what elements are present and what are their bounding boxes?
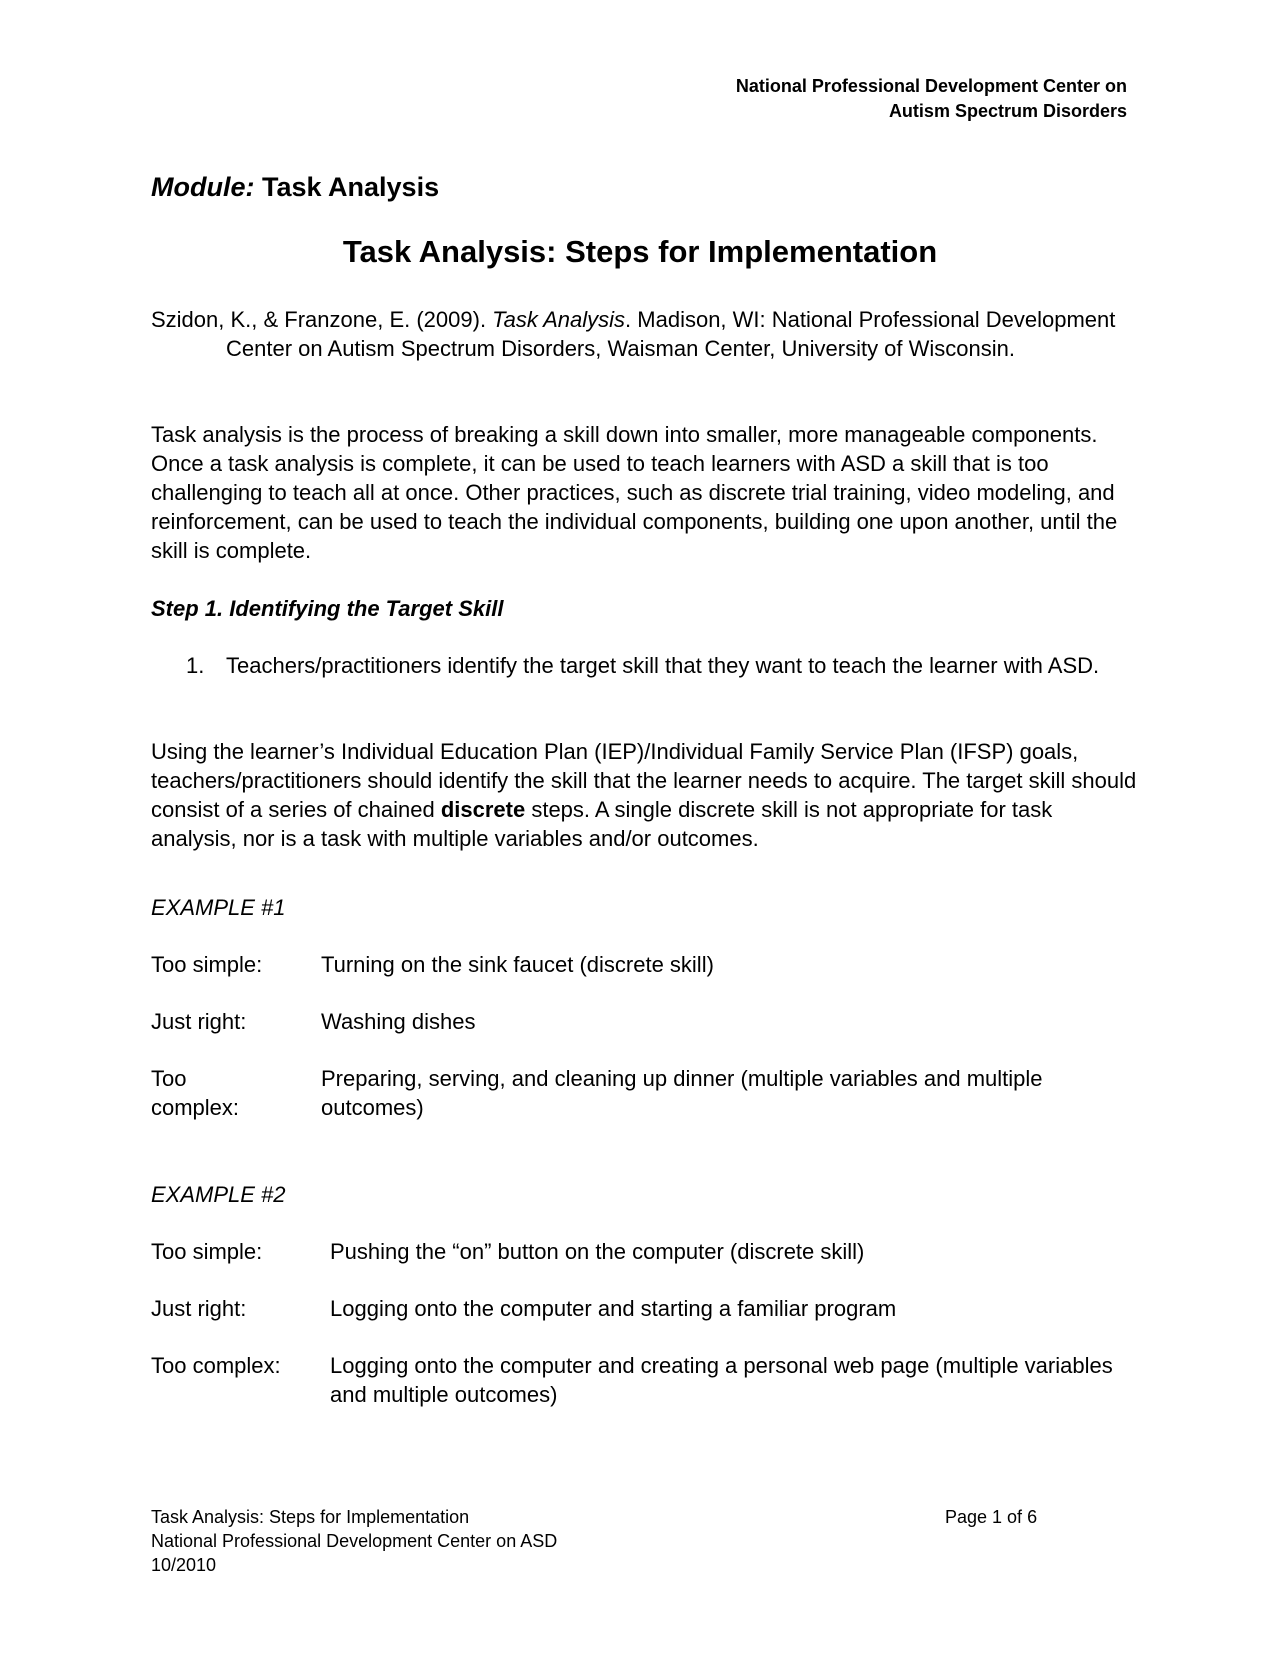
- footer-line-3: 10/2010: [151, 1555, 217, 1575]
- step-1-paragraph-text-b: steps. A single discrete skill is not appropriate for task analysis, nor is a task with multiple variables and/or outcomes.: [151, 797, 1053, 851]
- step-1-paragraph-bold: discrete: [440, 797, 526, 822]
- list-item-text: Teachers/practitioners identify the target skill that they want to teach the learner with ASD.: [226, 653, 1100, 678]
- example-2-row-value: Logging onto the computer and starting a familiar program: [330, 1296, 897, 1321]
- module-label: Module:: [151, 172, 255, 202]
- step-1-paragraph: [151, 737, 1141, 853]
- example-2-row: [151, 1237, 1131, 1266]
- list-item: [186, 651, 1126, 680]
- step-1-paragraph-text-a: Using the learner’s Individual Education Plan (IEP)/Individual Family Service Plan (IFSP) goals, teachers/practitioners should identify the skill that the learner needs to acquire. The target skill should consist of a series of chained: [151, 739, 1137, 822]
- list-item-number: 1.: [186, 653, 205, 678]
- page-number: Page 1 of 6: [945, 1507, 1038, 1527]
- example-1-row-value: Turning on the sink faucet (discrete skill): [321, 952, 714, 977]
- step-1-heading: Step 1. Identifying the Target Skill: [151, 596, 504, 621]
- example-2-row-label: Just right:: [151, 1296, 247, 1321]
- example-1-row: [151, 1007, 1131, 1036]
- page-footer: [151, 1505, 557, 1577]
- module-name: Task Analysis: [262, 172, 440, 202]
- example-2-title: EXAMPLE #2: [151, 1182, 286, 1207]
- citation-authors: Szidon, K., & Franzone, E. (2009).: [151, 307, 493, 332]
- example-2-row: [151, 1294, 1131, 1323]
- intro-paragraph: Task analysis is the process of breaking a skill down into smaller, more manageable components. Once a task analysis is complete, it can be used to teach learners with ASD a skill that is too challenging to teach all at once. Other practices, such as discrete trial training, video modeling, and reinforcement, can be used to teach the individual components, building one upon another, until the skill is complete.: [151, 422, 1118, 563]
- example-2-row-label: Too complex:: [151, 1353, 281, 1378]
- example-1-row-label: Just right:: [151, 1009, 247, 1034]
- example-2-row-value: Pushing the “on” button on the computer (discrete skill): [330, 1239, 865, 1264]
- example-2-row-value: Logging onto the computer and creating a personal web page (multiple variables and multiple outcomes): [330, 1353, 1113, 1407]
- document-title: Task Analysis: Steps for Implementation: [342, 234, 938, 269]
- example-1-row-value: Preparing, serving, and cleaning up dinner (multiple variables and multiple outcomes): [321, 1066, 1043, 1120]
- example-1-row-label: Too complex:: [151, 1066, 240, 1120]
- page-header: [736, 74, 1127, 124]
- header-line-2: Autism Spectrum Disorders: [888, 101, 1127, 121]
- example-1-row: [151, 950, 1131, 979]
- example-2-row-label: Too simple:: [151, 1239, 263, 1264]
- example-2-row: [151, 1351, 1131, 1409]
- module-heading: [151, 170, 439, 204]
- example-1-title: EXAMPLE #1: [151, 895, 286, 920]
- footer-line-2: National Professional Development Center on ASD: [151, 1531, 558, 1551]
- example-1-row: [151, 1064, 1131, 1122]
- example-1-row-value: Washing dishes: [321, 1009, 476, 1034]
- citation-work: Task Analysis: [492, 307, 626, 332]
- example-1-row-label: Too simple:: [151, 952, 263, 977]
- citation: [151, 305, 1131, 363]
- header-line-1: National Professional Development Center on: [735, 76, 1127, 96]
- footer-line-1: Task Analysis: Steps for Implementation: [151, 1507, 470, 1527]
- citation-rest: . Madison, WI: National Professional Development Center on Autism Spectrum Disorders, Waisman Center, University of Wisconsin.: [226, 307, 1116, 361]
